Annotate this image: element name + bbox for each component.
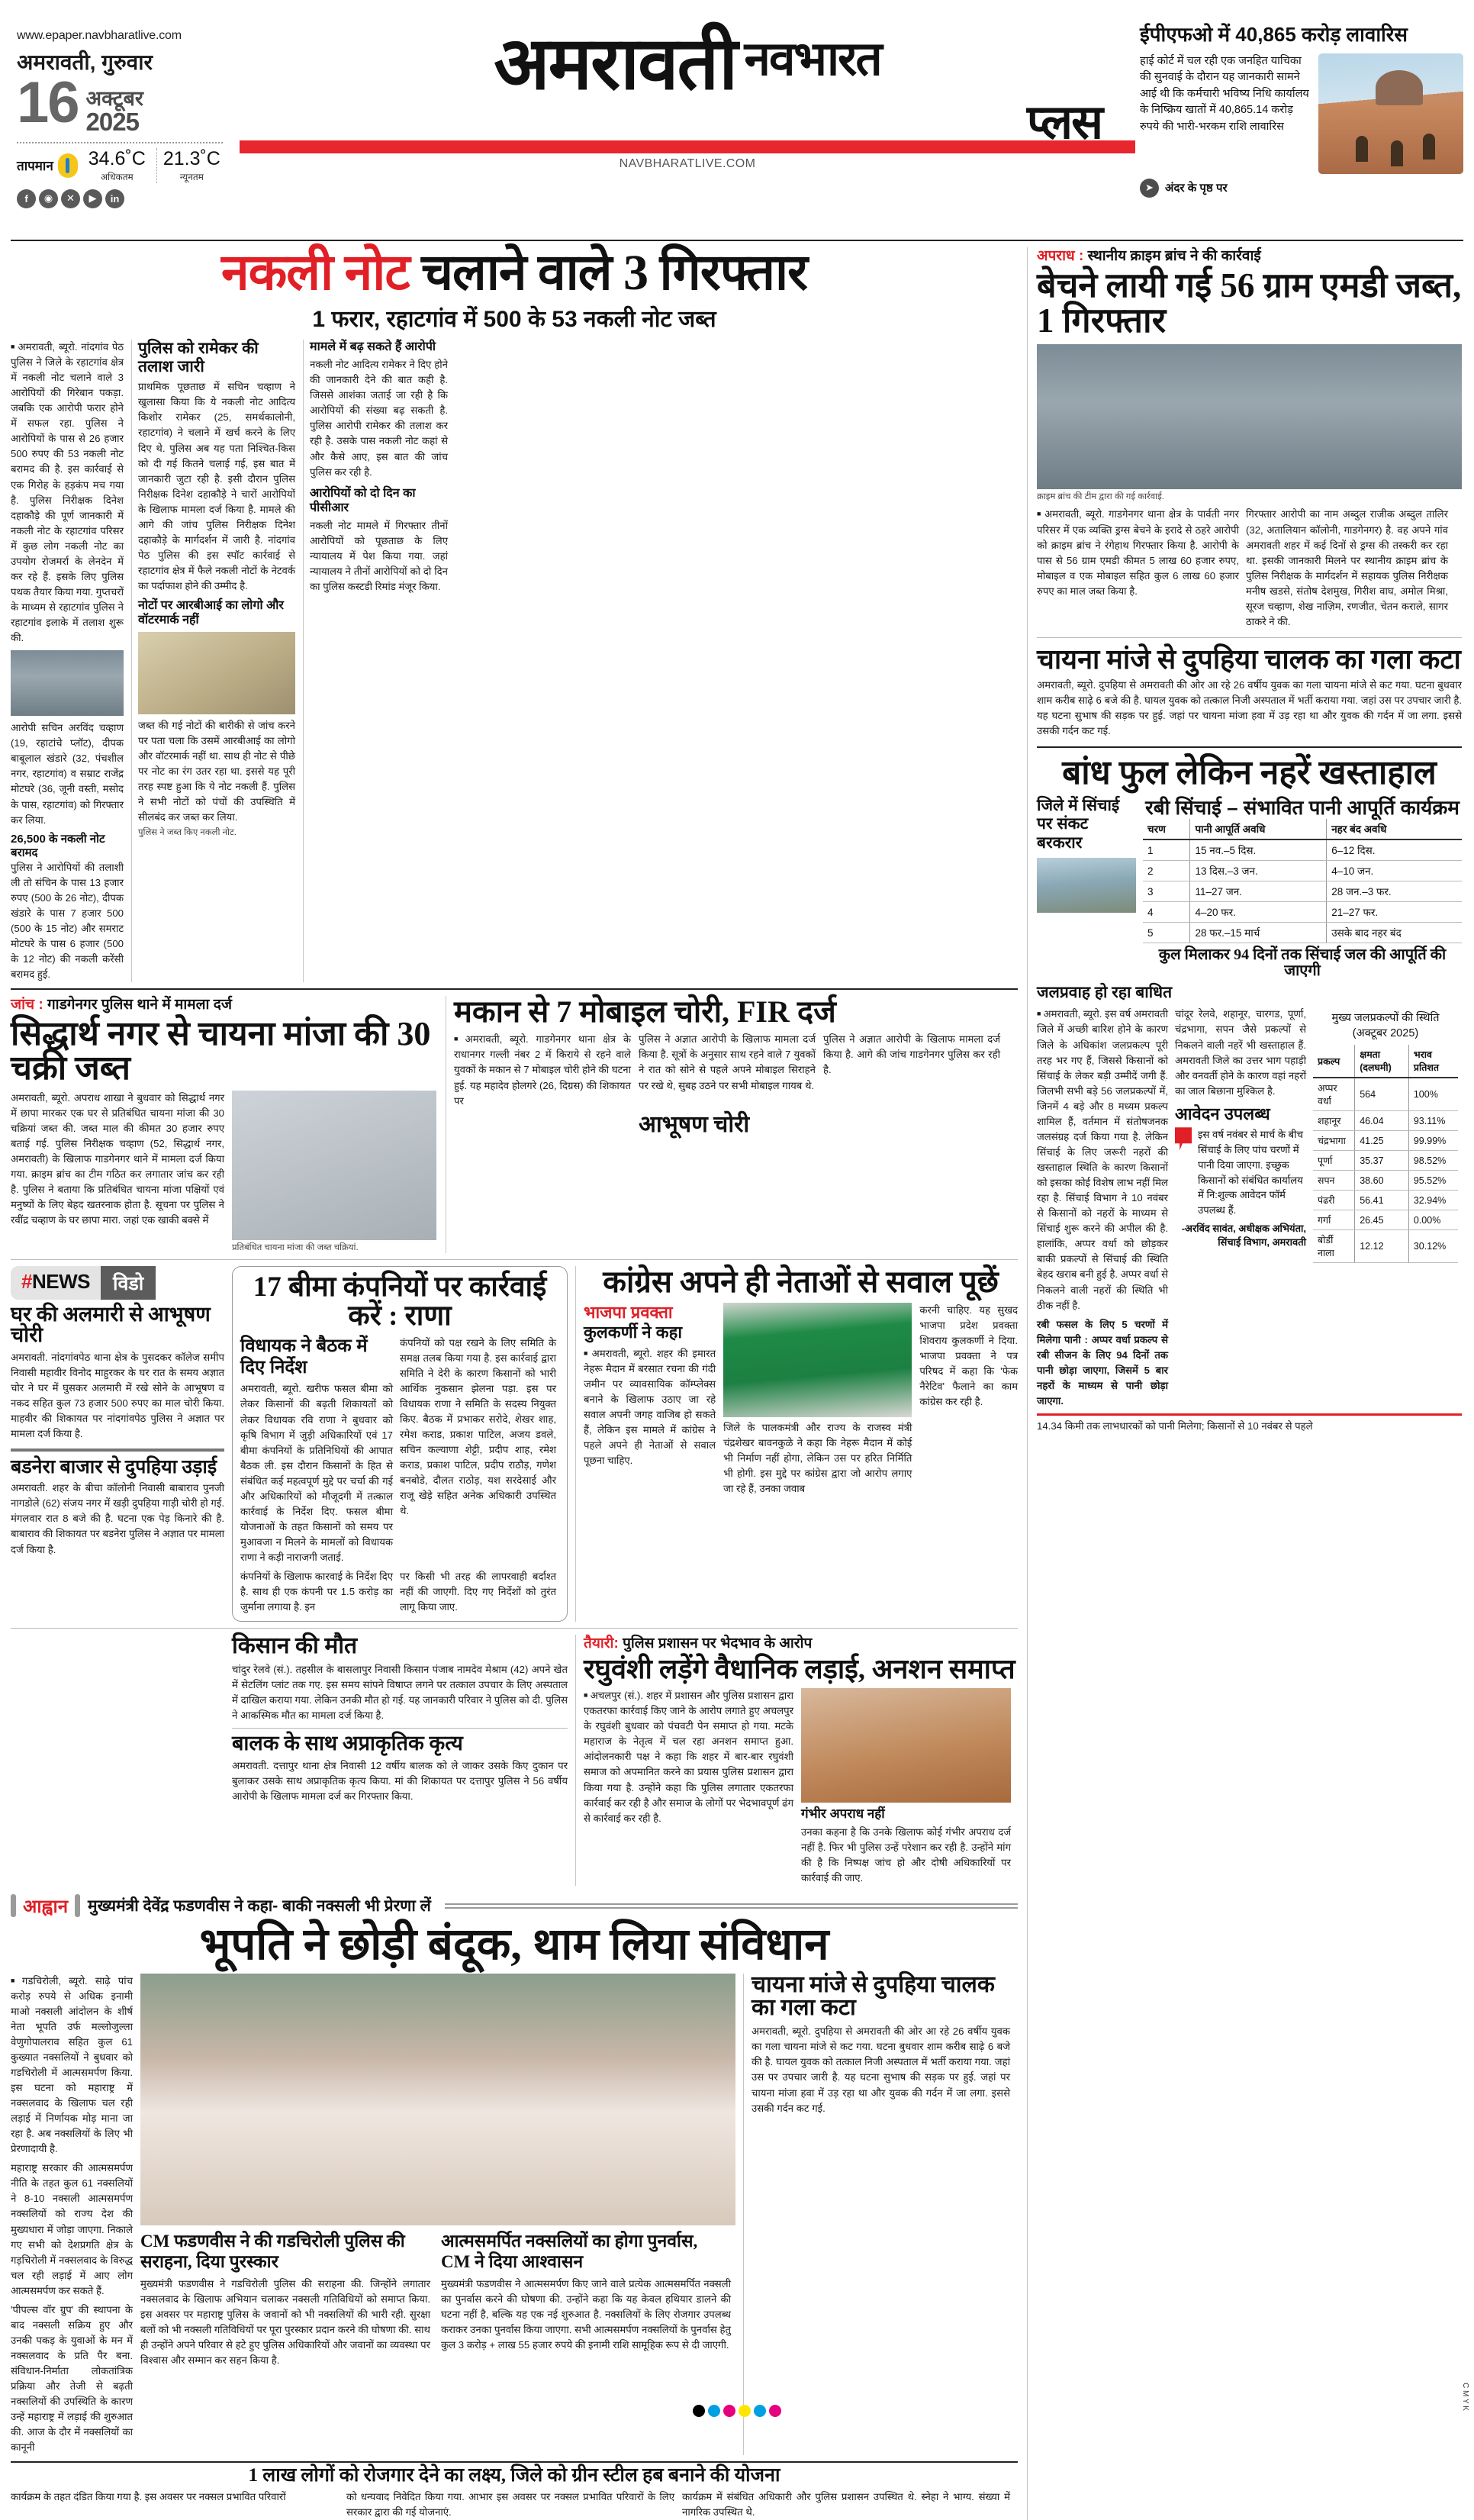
cell: गर्गा <box>1313 1210 1355 1230</box>
dam-col2: चांदूर रेलवे, शहानूर, चारगड, पूर्णा, चंद्रभागा, सपन जैसे प्रकल्पों से निकलने वाली नहरें भी खस्ताहाल हैं. अमरावती जिले का उत्तर भाग पहाड़ी और वनवर्ती होने के कारण वहां नहरों का जाल बिछाना मुश्किल है. <box>1175 1008 1306 1097</box>
logo-amravati: अमरावती <box>494 23 737 105</box>
right-top-photo-caption: क्राइम ब्रांच की टीम द्वारा की गई कार्रवाई. <box>1037 492 1164 502</box>
epaper-url[interactable]: www.epaper.navbharatlive.com <box>17 29 182 42</box>
hash-icon: # <box>21 1269 32 1293</box>
boy-headline: बालक के साथ अप्राकृतिक कृत्य <box>232 1732 463 1755</box>
projects-th-1: क्षमता (दलघमी) <box>1355 1045 1409 1078</box>
lead-col1 <box>11 340 124 982</box>
cell: चंद्रभागा <box>1313 1131 1355 1151</box>
cell: बोर्डी नाला <box>1313 1230 1355 1263</box>
dam-box-signature: -अरविंद सावंत, अधीक्षक अभियंता, सिंचाई विभाग, अमरावती <box>1181 1222 1306 1248</box>
dam-col1: ■ अमरावती, ब्यूरो. इस वर्ष अमरावती जिले में अच्छी बारिश होने के कारण जिले के अधिकांश जलप्रकल्प पूरी तरह भर गए हैं, जिससे किसानों को सिंचाई के लेकर बड़ी उम्मीदें जगी हैं. जिलभी सभी बड़े 56 जलप्रकल्पों में, जिनमें 4 बड़े और 8 मध्यम प्रकल्प शामिल हैं, वर्तमान में संतोषजनक जलसंग्रह दर्ज किया गया है. लेकिन सिंचाई के लिए जरूरी नहरों की खस्ताहाल स्थिति के कारण किसानों को इसका कोई विशेष लाभ नहीं मिल रहा है. सिंचाई विभाग ने 10 नवंबर से किसानों को नहरों के माध्यम से सिंचाई शुरू करने की अपील की है. हालांकि, अप्पर वर्धा को छोड़कर बाकी प्रकल्पों से सिंचाई की स्थिति बेहद खराब बनी हुई है. अप्पर वर्धा से निकलने वाली नहरों की स्थिति भी ठीक नहीं है. <box>1037 1008 1168 1310</box>
bhupati-headline: भूपति ने छोड़ी बंदूक, थाम लिया संविधान <box>199 1919 829 1969</box>
temp-min-label: न्यूनतम <box>179 171 204 182</box>
table-row <box>1313 1191 1458 1210</box>
masthead-logo <box>240 8 1135 171</box>
news-video-box <box>11 1266 224 1623</box>
congress-col2: जिले के पालकमंत्री और राज्य के राजस्व मंत्री चंद्रशेखर बावनकुळे ने कहा कि नेहरू मैदान में कोई भी निर्माण नहीं होगा, लेकिन उस पर हरित निर्मिति भी होगी. इस मुद्दे पर कांग्रेस द्वारा जो आरोप लगाए जा रहे हैं, उनका जवाब <box>723 1421 912 1494</box>
lead-col2-text-b: जब्त की गई नोटों की बारीकी से जांच करने पर पता चला कि उसमें आरबीआई का लोगो और वॉटरमार्क नहीं था. साथ ही नोट से पीछे पर नोट का रंग उतर रहा था. इससे यह पूरी तरह स्पष्ट हुआ कि ये नोट नकली हैं. पुलिस ने सभी नोटों को पंचों की उपस्थिति में सीलबंद कर जब्त कर लिया. <box>138 719 295 823</box>
red-rule <box>240 140 1135 153</box>
mobile-col1: ■ अमरावती, ब्यूरो. गाडगेनगर थाना क्षेत्र के राधानगर गल्ली नंबर 2 में किराये से रहने वाले युवकों के मकान से 7 मोबाइल चोरी होने की घटना हुई. यह महादेव होलगरे (26, दिग्रस) की शिकायत पर <box>454 1033 631 1106</box>
dam-footer-note: 14.34 किमी तक लाभधारकों को पानी मिलेगा; किसानों से 10 नवंबर से पहले <box>1037 1420 1313 1432</box>
insurance-subhead: विधायक ने बैठक में दिए निर्देश <box>240 1335 368 1378</box>
congress-col3: करनी चाहिए. यह सुखद भाजपा प्रदेश प्रवक्ता शिवराय कुलकर्णी ने दिया. भाजपा प्रवक्ता ने पत्र परिषद में कहा कि 'फेक नैरेटिव' फैलाने का काम कांग्रेस कर रही है. <box>919 1304 1018 1408</box>
lead-photo-notes <box>138 632 295 714</box>
cell: 5 <box>1143 923 1190 943</box>
cell: 28 जन.–3 फर. <box>1327 881 1462 902</box>
cell: 98.52% <box>1408 1151 1458 1171</box>
cell: 6–12 दिस. <box>1327 839 1462 861</box>
dam-col1b: रबी फसल के लिए 5 चरणों में मिलेगा पानी : अप्पर वर्धा प्रकल्प से रबी सीजन के लिए 94 दिनों तक पानी छोड़ा जाएगा, जिसमें 5 बार नहरों के माध्यम से पानी छोड़ा जाएगा. <box>1037 1318 1168 1407</box>
ragh-headline: रघुवंशी लड़ेंगे वैधानिक लड़ाई, अनशन समाप्त <box>584 1654 1015 1685</box>
lead-headline-red: नकली नोट <box>220 245 410 301</box>
lead-col2-subhead: नोटों पर आरबीआई का लोगो और वॉटरमार्क नहीं <box>138 599 284 627</box>
cell: 12.12 <box>1355 1230 1409 1263</box>
masthead-bottom-rule <box>11 240 1463 241</box>
farmer-headline: किसान की मौत <box>232 1633 358 1659</box>
cell: अप्पर वर्धा <box>1313 1078 1355 1111</box>
date-block <box>17 70 240 136</box>
bhupati-bottom-caption: 1 लाख लोगों को रोजगार देने का लक्ष्य, जिले को ग्रीन स्टील हब बनाने की योजना <box>248 2465 780 2486</box>
bhupati-caption-left: CM फडणवीस ने की गडचिरोली पुलिस की सराहना, दिया पुरस्कार <box>140 2231 405 2272</box>
cell: 56.41 <box>1355 1191 1409 1210</box>
divider-rule <box>11 988 1018 990</box>
nv-headline-2: बडनेरा बाजार से दुपहिया उड़ाई <box>11 1456 217 1478</box>
schedule-th-0: चरण <box>1143 819 1190 839</box>
bhupati-photo <box>140 1974 735 2225</box>
nv-body-2: अमरावती. शहर के बीचा कॉलोनी निवासी बाबाराव पुनजी नागडोले (62) संजय नगर में खड़ी दुपहिया गाड़ी चोरी हो गई. मंगलवार रात 8 बजे की है. घटना एक पेड़ किनारे की है. बाबाराव की शिकायत पर बडनेरा पुलिस ने अज्ञात पर मामला दर्ज किया है. <box>11 1482 224 1555</box>
lead-col2-text: प्राथमिक पूछताछ में सचिन चव्हाण ने खुलासा किया कि ये नकली नोट आदित्य किशोर रामेकर (25, समर्थकालोनी, रहाटगांव) ने चलाने में खर्च करने के लिए दिए थे. पुलिस अब यह पता निश्चित-किस को दी गई कितने चलाई गई, इस बात में जानकारी जुटा रही है. इसी दौरान पुलिस निरीक्षक दिनेश दहाकौड़े ने चारों आरोपियों के खिलाफ मामला दर्ज किया है. मामले की आगे की जांच पुलिस निरीक्षक दिनेश दहाकौड़े के मार्गदर्शन में जारी है. नांदगांव पेठ पुलिस की इस स्पॉट कार्रवाई से रहाटगांव क्षेत्र में फैले नकली नोटों के नेटवर्क का पर्दाफाश होने की उम्मीद है. <box>138 381 295 592</box>
temperature-block <box>17 148 240 183</box>
website-label[interactable]: NAVBHARATLIVE.COM <box>619 157 756 170</box>
dot-cyan-2 <box>754 2405 766 2417</box>
lead-col3 <box>303 340 448 982</box>
linkedin-icon[interactable]: in <box>105 189 124 208</box>
divider <box>17 142 223 143</box>
schedule-th-2: नहर बंद अवधि <box>1327 819 1462 839</box>
nv-body: अमरावती. नांदगांवपेठ थाना क्षेत्र के पुसदकर कॉलेज समीप निवासी महावीर विनोद माहुरकर के घर रात के समय अज्ञात चोर ने घर में घुसकर अलमारी में रखे सोने के आभूषण व नकद सहित कुल 73 हजार 500 रुपए का माल चोरी किया. माहवीर की शिकायत पर नांदगांवपेठ पुलिस ने अज्ञात पर मामला दर्ज किया है. <box>11 1352 224 1440</box>
ragh-box-head: गंभीर अपराध नहीं <box>801 1806 885 1822</box>
cell: 30.12% <box>1408 1230 1458 1263</box>
bhupati-right-col <box>743 1971 1010 2456</box>
news-tag <box>11 1266 101 1300</box>
dam-headline: बांध फुल लेकिन नहरें खस्ताहाल <box>1062 754 1437 792</box>
table-row <box>1313 1151 1458 1171</box>
aahwan-bar <box>11 1893 1018 1919</box>
temp-max-label: अधिकतम <box>100 171 134 182</box>
ragh-box-body: उनका कहना है कि उनके खिलाफ कोई गंभीर अपराध दर्ज नहीं है. फिर भी पुलिस उन्हें परेशान कर रही है. उन्होंने मांग की है कि निष्पक्ष जांच हो और दोषी अधिकारियों पर कार्रवाई की जाए. <box>801 1826 1011 1884</box>
right-kicker-rest: स्थानीय क्राइम ब्रांच ने की कार्रवाई <box>1083 248 1261 264</box>
logo-navbharat: नवभारत <box>744 33 881 85</box>
divider-rule-3 <box>11 1628 1018 1629</box>
lead-col3-subhead: आरोपियों को दो दिन का पीसीआर <box>310 486 416 514</box>
ragh-photo <box>801 1688 1011 1803</box>
chayna-gala-body: अमरावती, ब्यूरो. दुपहिया से अमरावती की ओर आ रहे 26 वर्षीय युवक का गला चायना मांजे से कट गया. घटना बुधवार शाम करीब साढ़े 6 बजे की है. घायल युवक को तत्काल निजी अस्पताल में भर्ती कराया गया. जहां उस पर उपचार जारी है. यह घटना सुभाष की सड़क पर हुई. जहां पर चायना मांजा हवा में उड़ रहा था और युवक की गर्दन में जा लगा. इससे उसकी गर्दन कट गई. <box>751 2025 1010 2114</box>
header-ad[interactable] <box>1135 8 1463 198</box>
temp-min-block <box>156 148 227 183</box>
dam-box-head: आवेदन उपलब्ध <box>1175 1104 1270 1123</box>
right-top-kicker <box>1037 247 1462 266</box>
fourth-band <box>11 1635 1018 1885</box>
lead-photo-caption: पुलिस ने जब्त किए नकली नोट. <box>138 827 237 837</box>
schedule-th-1: पानी आपूर्ति अवधि <box>1190 819 1327 839</box>
quote-icon <box>1175 1127 1192 1150</box>
cell: 32.94% <box>1408 1191 1458 1210</box>
cell: 13 दिस.–3 जन. <box>1190 861 1327 881</box>
cell: शहानूर <box>1313 1111 1355 1131</box>
date-day: 16 <box>17 70 79 135</box>
bar-icon-2 <box>75 1894 80 1917</box>
manja-photo-caption: प्रतिबंधित चायना मांजा की जब्त चक्रियां. <box>232 1242 359 1252</box>
header-ad-headline: ईपीएफओ में 40,865 करोड़ लावारिस <box>1140 23 1408 46</box>
cell: 41.25 <box>1355 1131 1409 1151</box>
lead-col3-text: नकली नोट आदित्य रामेकर ने दिए होने की जानकारी देने की बात कही है. जिससे आशंका जताई जा रही है कि आरोपियों की संख्या बढ़ सकती है. पुलिस आरोपी रामेकर की तलाश कर रही है. उसके पास नकली नोट कहां से और कैसे आए, इस बात की जांच पुलिस कर रही है. <box>310 359 448 478</box>
congress-subhead: कुलकर्णी ने कहा <box>584 1322 683 1342</box>
header-ad-more[interactable] <box>1140 179 1463 198</box>
cell: 21–27 फर. <box>1327 902 1462 923</box>
table-row <box>1313 1078 1458 1111</box>
chayna-gala-headline: चायना मांजे से दुपहिया चालक का गला कटा <box>751 1971 995 2021</box>
projects-th-2: भराव प्रतिशत <box>1408 1045 1458 1078</box>
cell: 95.52% <box>1408 1171 1458 1191</box>
right-top-headline: बेचने लायी गई 56 ग्राम एमडी जब्त, 1 गिरफ्तार <box>1037 266 1462 340</box>
schedule-table-title: रबी सिंचाई – संभावित पानी आपूर्ति कार्यक्रम <box>1145 795 1460 819</box>
news-video-tag[interactable] <box>11 1266 218 1300</box>
table-row <box>1143 902 1462 923</box>
cell: 38.60 <box>1355 1171 1409 1191</box>
aahwan-label: आह्वान <box>23 1896 69 1917</box>
story-china-manja <box>11 996 438 1252</box>
table-row <box>1313 1131 1458 1151</box>
lead-col2 <box>131 340 295 982</box>
bhupati-bottom-right: कार्यक्रम में संबंधित अधिकारी और पुलिस प्रशासन उपस्थित थे. स्नेहा ने भाग्य. संख्या में नागरिक उपस्थित थे. <box>682 2491 1010 2518</box>
table-row <box>1313 1210 1458 1230</box>
print-registration-dots <box>0 2405 1474 2417</box>
story-dam <box>1037 756 1462 1434</box>
thermometer-icon <box>58 153 78 178</box>
cell: 564 <box>1355 1078 1409 1111</box>
date-year: 2025 <box>85 108 139 136</box>
lead-subheadline: 1 फरार, रहाटगांव में 500 के 53 नकली नोट जब्त <box>312 306 716 332</box>
story-congress <box>575 1266 1018 1623</box>
cell: पूर्णा <box>1313 1151 1355 1171</box>
manja-photo <box>232 1091 436 1240</box>
cell: 15 नव.–5 दिस. <box>1190 839 1327 861</box>
table-row <box>1143 923 1462 943</box>
projects-table <box>1313 1045 1458 1263</box>
bhupati-bottom-left: कार्यक्रम के तहत दंडित किया गया है. इस अवसर पर नक्सल प्रभावित परिवारों <box>11 2491 286 2503</box>
mobile-headline: मकान से 7 मोबाइल चोरी, FIR दर्ज <box>454 994 836 1030</box>
second-band <box>11 996 1018 1252</box>
jewel-headline: आभूषण चोरी <box>639 1111 750 1137</box>
cmyk-label: C M Y K <box>1461 2383 1469 2411</box>
date-month: अक्टूबर <box>85 87 143 110</box>
chayna-gala-headline-right: चायना मांजे से दुपहिया चालक का गला कटा <box>1037 643 1461 675</box>
bhupati-caption-right: आत्मसमर्पित नक्सलियों का होगा पुनर्वास, CM ने दिया आश्वासन <box>441 2231 698 2272</box>
header-ad-more-label: अंदर के पृष्ठ पर <box>1165 182 1228 195</box>
schedule-table-header-row <box>1143 819 1462 839</box>
projects-th-0: प्रकल्प <box>1313 1045 1355 1078</box>
temp-min-value: 21.3˚C <box>163 147 220 169</box>
temperature-label: तापमान <box>17 159 53 174</box>
cell: 26.45 <box>1355 1210 1409 1230</box>
cell: उसके बाद नहर बंद <box>1327 923 1462 943</box>
story-raghuvanshi <box>575 1635 1018 1885</box>
dam-box-body: इस वर्ष नवंबर से मार्च के बीच सिंचाई के लिए पांच चरणों में पानी दिया जाएगा. इच्छुक किसानों को संबंधित कार्यालय में नि:शुल्क आवेदन फॉर्म उपलब्ध हैं. <box>1198 1129 1303 1216</box>
schedule-table-footer: कुल मिलाकर 94 दिनों तक सिंचाई जल की आपूर्ति की जाएगी <box>1158 946 1447 980</box>
lead-headline <box>11 247 1018 299</box>
insurance-col3: कंपनियों के खिलाफ कारवाई के निर्देश दिए है. साथ ही एक कंपनी पर 1.5 करोड़ का जुर्माना लगाया है. इन <box>240 1571 393 1613</box>
video-tag: विडो <box>101 1266 156 1300</box>
boy-body: अमरावती. दत्तापुर थाना क्षेत्र निवासी 12 वर्षीय बालक को ले जाकर उसके किए दुकान पर बुलाकर उसके साथ अप्राकृतिक कृत्य किया. मां की शिकायत पर दत्तापुर पुलिस ने 56 वर्षीय आरोपी के खिलाफ मामला दर्ज कर गिरफ्तार किया. <box>232 1760 568 1803</box>
manja-kicker <box>11 996 438 1014</box>
cell: 4 <box>1143 902 1190 923</box>
cell: 100% <box>1408 1078 1458 1111</box>
bhupati-col1b: महाराष्ट्र सरकार की आत्मसमर्पण नीति के तहत कुल 61 नक्सलियों ने 8-10 नक्सली आत्मसमर्पण नक्सलियों को राज्य देश की मुख्यधारा में जोड़ा जाएगा. निकाले गए सभी को देशप्रगति क्षेत्र के गड़चिरोली में नक्सलवाद के विरुद्ध चल रही लड़ाई में आए लोग आत्मसमर्पण कर सकते हैं. <box>11 2162 133 2296</box>
insurance-col4: पर किसी भी तरह की लापरवाही बर्दाश्त नहीं की जाएगी. दिए गए निर्देशों को तुरंत लागू किया जाए. <box>400 1571 556 1613</box>
cell: 0.00% <box>1408 1210 1458 1230</box>
page-content <box>11 247 1463 2520</box>
bhupati-col3: मुख्यमंत्री फडणवीस ने आत्मसमर्पण किए जाने वाले प्रत्येक आत्मसमर्पित नक्सली का पुनर्वास करने की घोषणा की. उन्होंने कहा कि यह केवल हथियार डालने की घटना नहीं है, बल्कि यह एक नई शुरुआत है. नक्सलियों के लिए रोजगार उपलब्ध कराकर उनका पुनर्वास किया जाएगा. सभी आत्मसमर्पण नक्सलियों के पुनर्वास हेतु कुल 3 करोड़ + लाख 55 हजार रुपये की इनामी राशि सामूहिक रूप से दी जाएगी. <box>441 2277 731 2351</box>
manja-body: अमरावती, ब्यूरो. अपराध शाखा ने बुधवार को सिद्धार्थ नगर में छापा मारकर एक घर से प्रतिबंधित चायना मांजा की 30 चक्रियां जब्त की. जब्त माल की कीमत 30 हजार रुपए बताई गई. पुलिस निरीक्षक चव्हाण (52, सिद्धार्थ नगर, अमरावती) के खिलाफ गाडगेनगर थाने में मामला दर्ज किया गया. क्राइम ब्रांच का टीम गठित कर लगातार जांच कर रही है. पुलिस ने बताया कि प्रतिबंधित चायना मांजा पक्षियों एवं मनुष्यों के लिए बेहद खतरनाक होता है. सूचना पर पुलिस ने रवींद्र चव्हाण के घर छापा मारा. जहां एक खाकी बक्से में <box>11 1091 224 1226</box>
news-tag-label: NEWS <box>31 1269 90 1293</box>
header-ad-body: हाई कोर्ट में चल रही एक जनहित याचिका की सुनवाई के दौरान यह जानकारी सामने आई थी कि कर्मचारी भविष्य निधि कार्यालय के निष्क्रिय खातों में 40,865.14 करोड़ रुपये की भारी-भरकम राशि लावारिस <box>1140 54 1309 133</box>
divider-rule-2 <box>11 1259 1018 1260</box>
youtube-icon[interactable]: ▶ <box>83 189 102 208</box>
third-band <box>11 1266 1018 1623</box>
cell: 2 <box>1143 861 1190 881</box>
instagram-icon[interactable]: ◉ <box>39 189 58 208</box>
dot-black <box>693 2405 705 2417</box>
cell: 4–20 फर. <box>1190 902 1327 923</box>
cell: 11–27 जन. <box>1190 881 1327 902</box>
cell: 3 <box>1143 881 1190 902</box>
chayna-gala-body-right: अमरावती, ब्यूरो. दुपहिया से अमरावती की ओर आ रहे 26 वर्षीय युवक का गला चायना मांजे से कट गया. घटना बुधवार शाम करीब साढ़े 6 बजे की है. घायल युवक को तत्काल निजी अस्पताल में भर्ती कराया गया. जहां उस पर उपचार जारी है. यह घटना सुभाष की सड़क पर हुई. जहां पर चायना मांजा हवा में उड़ रहा था और युवक की गर्दन में जा लगा. इससे उसकी गर्दन कट गई. <box>1037 679 1462 737</box>
cell: 99.99% <box>1408 1131 1458 1151</box>
bhupati-col2: मुख्यमंत्री फडणवीस ने गडचिरोली पुलिस की सराहना की. जिन्होंने लगातार नक्सलवाद के खिलाफ अभियान चलाकर नक्सली गतिविधियों को समाप्त किया. इस अवसर पर महाराष्ट्र पुलिस के जवानों को भी नक्सलियों की भारी रही. सुरक्षा बलों को भी नक्सली गतिविधियों पर पूरा पुरस्कार प्रदान करने की घोषणा की. साथ ही उन्होंने अपने परिवार से हटे हुए पुलिस अधिकारियों और जवानों का व्यवस्था पर विश्वास और सम्मान कर सहन किया है. <box>140 2277 430 2367</box>
lead-col1-text-c: पुलिस ने आरोपियों की तलाशी ली तो संचिन के पास 13 हजार रुपए (500 के 26 नोट), दीपक खंडारे के पास 7 हजार 500 (500 के 15 नोट) और समराट मोटघरे के पास 6 हजार (500 के 12 नोट) की नकली करेंसी बरामद हुई. <box>11 861 124 981</box>
temp-max-value: 34.6˚C <box>88 147 146 169</box>
bhupati-col1c: 'पीपल्स वॉर ग्रुप' की स्थापना के बाद नक्सली सक्रिय हुए और उनकी पकड़ के युवाओं के मन में नक्सलवाद के प्रति पैर बना. संविधान-निर्माता लोकतांत्रिक प्रक्रिया और तेजी से बढ़ती नक्सलियों की उपस्थिति के कारण उन्हें महाराष्ट्र में लड़ाई की शुरुआत की. आज के दौर में नक्सलियों का कानूनी <box>11 2303 133 2454</box>
masthead-left <box>11 8 240 208</box>
cell: 35.37 <box>1355 1151 1409 1171</box>
bar-icon <box>11 1894 16 1917</box>
farmer-body: चांदुर रेलवे (सं.). तहसील के बासलापुर निवासी किसान पंजाब नामदेव मेश्राम (42) अपने खेत में सेटलिंग प्लांट तक गए. इस समय सांपने विषाप्त लगने पर तत्काल उपचार के लिए अस्पताल में दाखिल कराया गया. लेकिन उनकी मौत हो गई. यह जानकारी परिवार ने पुलिस को दी. पुलिस ने आकस्मिक मौत का मामला दर्ज किया है. <box>232 1664 568 1722</box>
nv-headline: घर की अलमारी से आभूषण चोरी <box>11 1302 211 1347</box>
lead-col3-head: मामले में बढ़ सकते हैं आरोपी <box>310 340 436 353</box>
ragh-col1: ■ अचलपुर (सं.). शहर में प्रशासन और पुलिस प्रशासन द्वारा एकतरफा कार्रवाई किए जाने के आरोप लगाते हुए अचलपुर के रघुवंशी बुधवार को पंचवटी पेन समाप्त हो गया. मटके महाराज के नेतृत्व में चल रहा अनशन समाप्त हुआ. आंदोलनकारी पक्ष ने कहा कि शहर में बार-बार रघुवंशी समाज को अपमानित करने का प्रयास पुलिस प्रशासन द्वारा किया गया है. उन्होंने कहा कि पुलिस लगातार एकतरफा कार्रवाई कर रही है और समाज के लोगों पर भेदभावपूर्ण ढंग से कार्रवाई कर रही है. <box>584 1690 793 1824</box>
logo-plus: प्लस <box>1026 96 1102 149</box>
lead-col1-text: ■ अमरावती, ब्यूरो. नांदगांव पेठ पुलिस ने जिले के रहाटगांव क्षेत्र में नकली नोट चलाने वाले 3 आरोपियों की गिरेबान पकड़ा. जबकि एक आरोपी फरार होने में सफल रहा. पुलिस ने आरोपियों के पास से 26 हजार 500 रुपए की 53 नकली नोट बरामद की है. इस कार्रवाई से एक गिरोह के हड़कंप मच गया है. पुलिस निरीक्षक दिनेश दहाकौड़े की पूर्ण जानकारी में नकली नोट के रहाटगांव परिसर में कुछ लोग नकली नोट का उपयोग रोजमर्रा के लेनदेन में कर रहे हैं. इसके लिए पुलिस पथक तैयार किया गया. गुप्तचरों के माध्यम से रहाटगांव पुलिस ने रहाटगांव इलाके में तलाश शुरू की. <box>11 341 124 643</box>
manja-kicker-rest: गाडगेनगर पुलिस थाने में मामला दर्ज <box>43 997 232 1013</box>
aahwan-kicker: मुख्यमंत्री देवेंद्र फडणवीस ने कहा- बाकी नक्सली भी प्रेरणा लें <box>88 1897 431 1916</box>
main-column <box>11 247 1018 2520</box>
congress-photo <box>723 1303 912 1417</box>
cell: पंढरी <box>1313 1191 1355 1210</box>
ragh-kicker <box>584 1635 1018 1653</box>
ragh-kicker-rest: पुलिस प्रशासन पर भेदभाव के आरोप <box>618 1635 813 1652</box>
red-divider <box>1037 1413 1462 1416</box>
triple-rule <box>445 1903 1018 1909</box>
story-bhupati <box>11 1919 1018 2520</box>
table-row <box>1143 839 1462 861</box>
bhupati-col1: ■ गडचिरोली, ब्यूरो. साढ़े पांच करोड़ रुपये से अधिक इनामी माओ नक्सली आंदोलन के शीर्ष नेता भूपति उर्फ मल्लोजुल्ला वेणुगोपालराव सहित कुल 61 कुख्यात नक्सलियों ने बुधवार को गडचिरोली में आत्मसमर्पण किया. इस घटना को महाराष्ट्र में नक्सलवाद के खिलाफ चल रही लड़ाई में निर्णायक मोड़ माना जा रहा है. अब नक्सलियों के लिए भी प्रेरणादायी है. <box>11 1975 133 2155</box>
story-mobile-theft <box>446 996 1010 1252</box>
right-top-photo <box>1037 344 1462 489</box>
mobile-col3: पुलिस ने अज्ञात आरोपी के खिलाफ मामला दर्ज किया है. आगे की जांच गाडगेनगर पुलिस कर रही है. <box>823 1033 1000 1076</box>
congress-headline: कांग्रेस अपने ही नेताओं से सवाल पूछें <box>603 1264 999 1299</box>
social-links <box>17 189 240 208</box>
masthead <box>11 8 1463 237</box>
dam-photo <box>1037 858 1136 913</box>
story-insurance <box>232 1266 568 1623</box>
cell: सपन <box>1313 1171 1355 1191</box>
lead-col1-subhead: 26,500 के नकली नोट बरामद <box>11 832 105 859</box>
insurance-col2: कंपनियों को पक्ष रखने के लिए समिति के समक्ष तलब किया गया है. इस कार्रवाई द्वारा समिति ने देरी के कारण किसानों को भारी आर्थिक नुकसान झेलना पड़ा. इस पर विधायक राणा ने समिति के सदस्य नियुक्त किए. बैठक में प्रभाकर सरोदे, शेखर शाह, रमेश कराड, प्रकाश पाटिल, अजय डवले, सचिन कल्याणा शेट्टी, प्रदीप शाह, रमेश कराड, प्रकाश पाटिल, प्रदीप राठौड़, गणेश बनबोडे, दौलत राठोड़, यश सरदेसाई और राजू खेड़े सहित अनेक अधिकारी उपस्थित थे. <box>400 1336 556 1517</box>
manja-kicker-red: जांच : <box>11 997 43 1013</box>
dot-cyan <box>708 2405 720 2417</box>
projects-table-header-row <box>1313 1045 1458 1078</box>
dot-magenta-2 <box>769 2405 781 2417</box>
dot-magenta <box>723 2405 735 2417</box>
dam-subhead: जलप्रवाह हो रहा बाधित <box>1037 983 1173 1001</box>
projects-table-subtitle: मुख्य जलप्रकल्पों की स्थिति (अक्टूबर 2025) <box>1331 1012 1440 1040</box>
table-row <box>1143 881 1462 902</box>
gray-divider <box>11 1449 224 1452</box>
ragh-kicker-red: तैयारी: <box>584 1635 619 1652</box>
temp-max-block <box>82 148 152 183</box>
congress-subhead-red: भाजपा प्रवक्ता <box>584 1302 673 1322</box>
table-row <box>1313 1111 1458 1131</box>
bhupati-bottom-mid: को धन्यवाद निवेदित किया गया. आभार इस अवसर पर नक्सल प्रभावित परिवारों के लिए सरकार द्वारा की गई योजनाएं. <box>346 2491 674 2518</box>
table-row <box>1313 1171 1458 1191</box>
table-row <box>1313 1230 1458 1263</box>
lead-col2-head: पुलिस को रामेकर की तलाश जारी <box>138 339 259 376</box>
lead-photo-station <box>11 650 124 716</box>
right-top-body1: ■ अमरावती, ब्यूरो. गाडगेनगर थाना क्षेत्र के पार्वती नगर परिसर में एक व्यक्ति ड्रग्स बेचने के इरादे से ठहरे आरोपी को क्राइम ब्रांच ने रंगेहाथ गिरफ्तार किया है. आरोपी के पास से 56 ग्राम एमडी कीमत 5 लाख 60 हजार रुपए, मोबाइल व एक मोबाइल सहित कुल 6 लाख 60 हजार रुपए का माल जब्त किया है. <box>1037 508 1239 596</box>
header-ad-photo <box>1318 53 1463 174</box>
edition-city-day: अमरावती, गुरुवार <box>17 50 153 74</box>
congress-col1: ■ अमरावती, ब्यूरो. शहर की इमारत नेहरू मैदान में बरसात रचना की गंदी जमीन पर व्यावसायिक कॉम्प्लेक्स बनाने के खिलाफ उठाए जा रहे सवाल अपनी जगह वाजिब हो सकते हैं, लेकिन इस मामले में कांग्रेस ने पहले अपने ही नेताओं से सवाल पूछना चाहिए. <box>584 1348 716 1466</box>
story-farmer-boy <box>232 1635 568 1885</box>
dam-kicker-2: पर संकट बरकरार <box>1037 815 1089 852</box>
manja-headline: सिद्धार्थ नगर से चायना मांजा की 30 चक्री जब्त <box>11 1014 431 1088</box>
right-kicker-red: अपराध : <box>1037 248 1084 264</box>
mobile-col2: पुलिस ने अज्ञात आरोपी के खिलाफ मामला दर्ज किया है. सूत्रों के अनुसार साथ रहने वाले 7 युवकों ने रात को सोने से पहले अपने मोबाइल सिराहने पर रखे थे, सुबह उठने पर सभी मोबाइल गायब थे. <box>639 1033 816 1091</box>
right-top-body2: गिरफ्तार आरोपी का नाम अब्दुल राजीक अब्दुल तालिर (32, अतालियान कॉलोनी, गाडगेनगर) है. वह अपने गांव अमरावती शहर में कई दिनों से ड्रग्स की तस्करी कर रहा था. इसकी जानकारी मिलने पर स्थानीय क्राइम ब्रांच के पुलिस निरीक्षक के मार्गदर्शन में सहायक पुलिस निरीक्षक मनीष खडसे, संतोष देशमुख, गिरीश वाघ, अमोल मिश्रा, सूरज चव्हाण, शेख नाज़िम, रणजीत, चेतन कराले, सागर ठाकरे ने की. <box>1246 508 1448 627</box>
dot-yellow <box>739 2405 751 2417</box>
cell: 28 फर.–15 मार्च <box>1190 923 1327 943</box>
cell: 46.04 <box>1355 1111 1409 1131</box>
lead-headline-black: चलाने वाले 3 गिरफ्तार <box>421 245 808 301</box>
cell: 1 <box>1143 839 1190 861</box>
dam-kicker-1: जिले में सिंचाई <box>1037 796 1120 814</box>
lead-col1-text-b: आरोपी सचिन अरविंद चव्हाण (19, रहाटांचे प्लॉट), दीपक बाबूलाल खंडारे (32, पंचशील नगर, रहाटगांव) व सम्राट राजेंद्र मोटघरे (36, जूनी वस्ती, मसोद के पास, रहाटगांव) को गिरफ्तार कर लिया. <box>11 722 124 826</box>
arrow-icon: ➤ <box>1140 179 1159 198</box>
insurance-col1: अमरावती, ब्यूरो. खरीफ फसल बीमा को लेकर किसानों की बढ़ती शिकायतों को लेकर विधायक रवि राणा ने बुधवार को कृषि विभाग में जुड़ी अधिकारियों एवं 17 बीमा कंपनियों के प्रतिनिधियों की आपात बैठक ली. इस दौरान किसानों के हित से संबंधित कई महत्वपूर्ण मुद्दे पर चर्चा की गई और अधिकारियों को मौजूदगी में तत्काल कार्रवाई के निर्देश दिए. फसल बीमा योजनाओं के तहत किसानों को समय पर मुआवजा न मिलने के मामलों को विधायक राणा ने कड़ी नाराजगी जताई. <box>240 1383 393 1564</box>
facebook-icon[interactable]: f <box>17 189 36 208</box>
cell: 93.11% <box>1408 1111 1458 1131</box>
lead-story <box>11 247 1018 982</box>
cell: 4–10 जन. <box>1327 861 1462 881</box>
schedule-table <box>1143 819 1462 943</box>
twitter-x-icon[interactable]: ✕ <box>61 189 80 208</box>
right-column <box>1027 247 1462 2520</box>
table-row <box>1143 861 1462 881</box>
lead-col3-text-b: नकली नोट मामले में गिरफ्तार तीनों आरोपियों को पूछताछ के लिए न्यायालय में पेश किया गया. जहां न्यायालय ने तीनों आरोपियों को दो दिन का पुलिस कस्टडी रिमांड मंजूर किया. <box>310 520 448 593</box>
insurance-headline: 17 बीमा कंपनियों पर कार्रवाई करें : राणा <box>253 1271 547 1332</box>
